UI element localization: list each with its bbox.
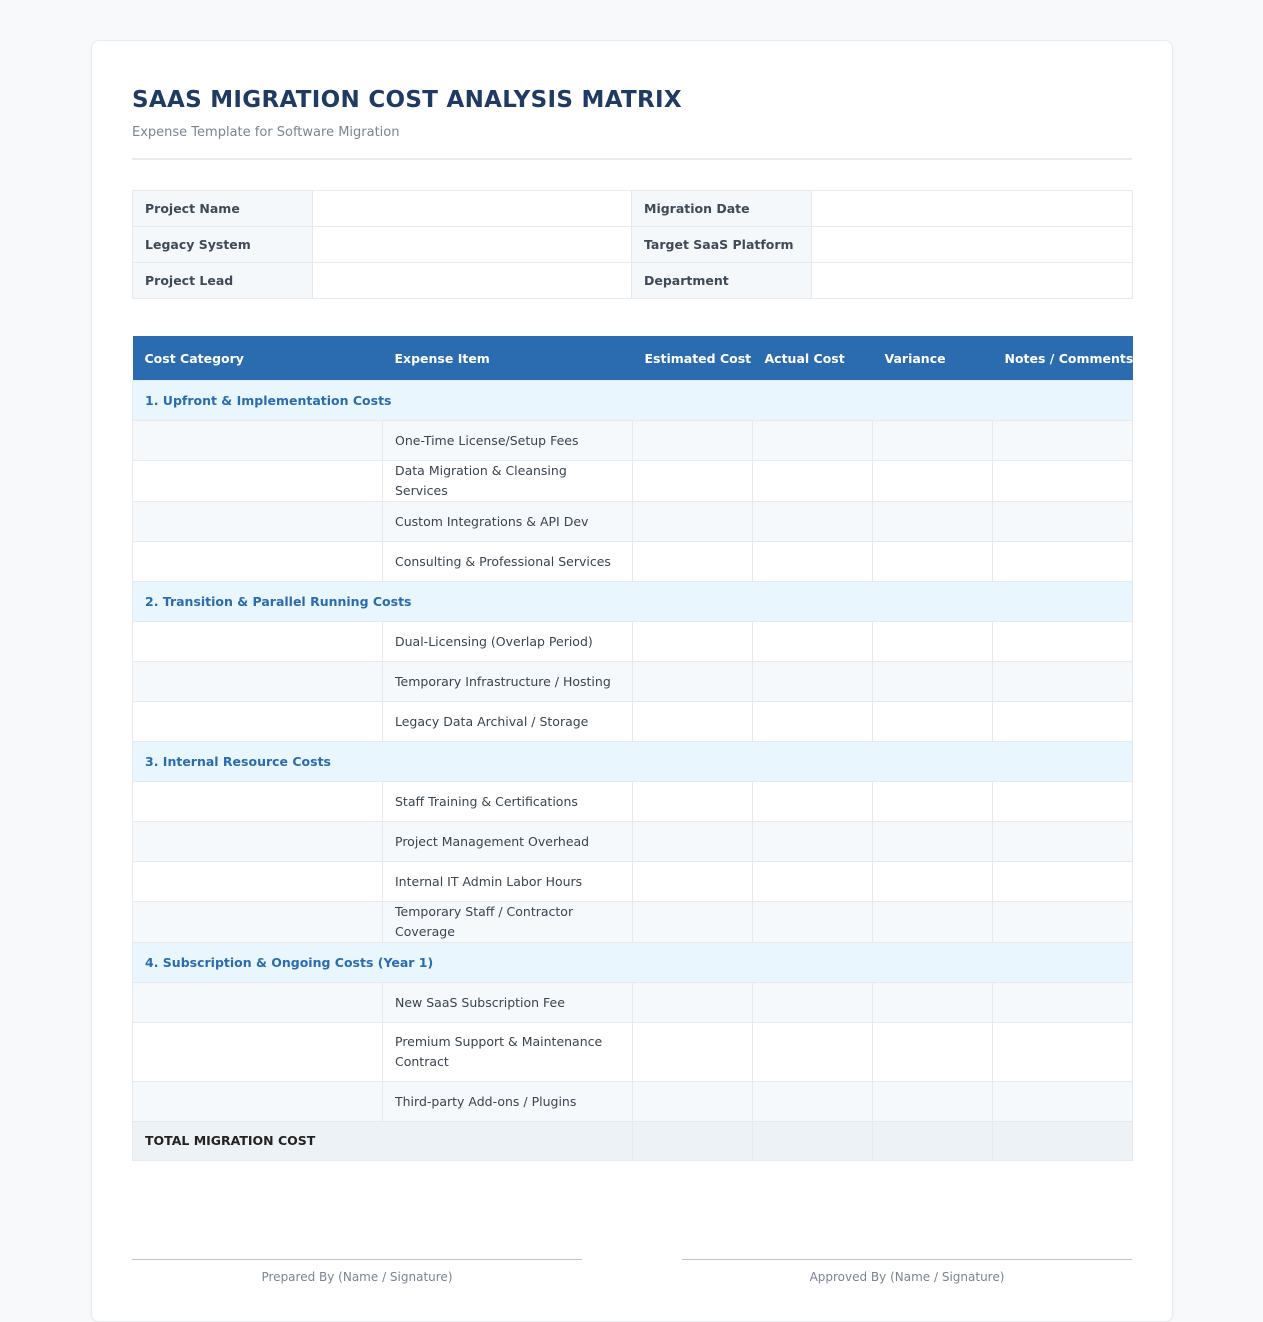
total-variance-cell[interactable] <box>873 1122 993 1161</box>
section-title: 3. Internal Resource Costs <box>133 742 1133 782</box>
estimated-cost-cell[interactable] <box>633 902 753 943</box>
notes-cell[interactable] <box>993 822 1133 862</box>
project-lead-field[interactable] <box>313 263 632 299</box>
expense-item-cell: Dual-Licensing (Overlap Period) <box>383 622 633 662</box>
actual-cost-cell[interactable] <box>753 902 873 943</box>
column-header-estimated-cost: Estimated Cost <box>633 336 753 381</box>
actual-cost-cell[interactable] <box>753 542 873 582</box>
approved-by-signature: Approved By (Name / Signature) <box>682 1259 1132 1284</box>
variance-cell[interactable] <box>873 902 993 943</box>
notes-cell[interactable] <box>993 421 1133 461</box>
variance-cell[interactable] <box>873 782 993 822</box>
total-actual-cell[interactable] <box>753 1122 873 1161</box>
section-title: 1. Upfront & Implementation Costs <box>133 381 1133 421</box>
section-row <box>133 943 1133 983</box>
variance-cell[interactable] <box>873 1023 993 1082</box>
expense-item-cell: Internal IT Admin Labor Hours <box>383 862 633 902</box>
variance-cell[interactable] <box>873 461 993 502</box>
estimated-cost-cell[interactable] <box>633 542 753 582</box>
project-info-row <box>133 227 1133 263</box>
total-label: TOTAL MIGRATION COST <box>133 1122 633 1161</box>
notes-cell[interactable] <box>993 461 1133 502</box>
notes-cell[interactable] <box>993 502 1133 542</box>
target-platform-field[interactable] <box>812 227 1133 263</box>
cost-category-cell[interactable] <box>133 902 383 943</box>
expense-item-cell: Legacy Data Archival / Storage <box>383 702 633 742</box>
department-field[interactable] <box>812 263 1133 299</box>
department-label: Department <box>632 263 812 299</box>
estimated-cost-cell[interactable] <box>633 1023 753 1082</box>
actual-cost-cell[interactable] <box>753 662 873 702</box>
actual-cost-cell[interactable] <box>753 502 873 542</box>
cost-category-cell[interactable] <box>133 983 383 1023</box>
actual-cost-cell[interactable] <box>753 702 873 742</box>
notes-cell[interactable] <box>993 983 1133 1023</box>
table-row <box>133 542 1133 582</box>
cost-category-cell[interactable] <box>133 862 383 902</box>
project-info-row <box>133 191 1133 227</box>
expense-item-cell: Third-party Add-ons / Plugins <box>383 1082 633 1122</box>
cost-category-cell[interactable] <box>133 461 383 502</box>
total-estimated-cell[interactable] <box>633 1122 753 1161</box>
estimated-cost-cell[interactable] <box>633 622 753 662</box>
expense-item-cell: New SaaS Subscription Fee <box>383 983 633 1023</box>
project-info-table <box>132 190 1133 299</box>
variance-cell[interactable] <box>873 542 993 582</box>
notes-cell[interactable] <box>993 702 1133 742</box>
actual-cost-cell[interactable] <box>753 983 873 1023</box>
table-row <box>133 622 1133 662</box>
table-row <box>133 502 1133 542</box>
project-name-label: Project Name <box>133 191 313 227</box>
page-subtitle: Expense Template for Software Migration <box>132 125 400 140</box>
expense-item-cell: Custom Integrations & API Dev <box>383 502 633 542</box>
actual-cost-cell[interactable] <box>753 421 873 461</box>
notes-cell[interactable] <box>993 662 1133 702</box>
estimated-cost-cell[interactable] <box>633 983 753 1023</box>
total-notes-cell[interactable] <box>993 1122 1133 1161</box>
table-row <box>133 421 1133 461</box>
cost-category-cell[interactable] <box>133 502 383 542</box>
actual-cost-cell[interactable] <box>753 782 873 822</box>
actual-cost-cell[interactable] <box>753 1082 873 1122</box>
table-row <box>133 461 1133 502</box>
prepared-by-signature: Prepared By (Name / Signature) <box>132 1259 582 1284</box>
cost-category-cell[interactable] <box>133 822 383 862</box>
notes-cell[interactable] <box>993 1082 1133 1122</box>
table-row <box>133 782 1133 822</box>
variance-cell[interactable] <box>873 822 993 862</box>
estimated-cost-cell[interactable] <box>633 461 753 502</box>
target-platform-label: Target SaaS Platform <box>632 227 812 263</box>
expense-item-cell: Consulting & Professional Services <box>383 542 633 582</box>
variance-cell[interactable] <box>873 662 993 702</box>
estimated-cost-cell[interactable] <box>633 421 753 461</box>
cost-category-cell[interactable] <box>133 702 383 742</box>
notes-cell[interactable] <box>993 542 1133 582</box>
notes-cell[interactable] <box>993 782 1133 822</box>
estimated-cost-cell[interactable] <box>633 662 753 702</box>
cost-category-cell[interactable] <box>133 1082 383 1122</box>
section-row <box>133 742 1133 782</box>
table-row <box>133 862 1133 902</box>
table-row <box>133 1023 1133 1082</box>
variance-cell[interactable] <box>873 983 993 1023</box>
notes-cell[interactable] <box>993 902 1133 943</box>
estimated-cost-cell[interactable] <box>633 862 753 902</box>
expense-item-cell: Temporary Staff / Contractor Coverage <box>383 902 633 943</box>
document-card <box>91 40 1173 1322</box>
expense-item-cell: Temporary Infrastructure / Hosting <box>383 662 633 702</box>
estimated-cost-cell[interactable] <box>633 822 753 862</box>
actual-cost-cell[interactable] <box>753 622 873 662</box>
project-lead-label: Project Lead <box>133 263 313 299</box>
section-row <box>133 582 1133 622</box>
migration-date-field[interactable] <box>812 191 1133 227</box>
table-row <box>133 822 1133 862</box>
cost-category-cell[interactable] <box>133 662 383 702</box>
estimated-cost-cell[interactable] <box>633 502 753 542</box>
column-header-notes: Notes / Comments <box>993 336 1133 381</box>
legacy-system-field[interactable] <box>313 227 632 263</box>
expense-item-cell: Staff Training & Certifications <box>383 782 633 822</box>
actual-cost-cell[interactable] <box>753 1023 873 1082</box>
actual-cost-cell[interactable] <box>753 862 873 902</box>
project-info-row <box>133 263 1133 299</box>
actual-cost-cell[interactable] <box>753 822 873 862</box>
notes-cell[interactable] <box>993 862 1133 902</box>
project-name-field[interactable] <box>313 191 632 227</box>
total-row <box>133 1122 1133 1161</box>
section-title: 4. Subscription & Ongoing Costs (Year 1) <box>133 943 1133 983</box>
cost-category-cell[interactable] <box>133 782 383 822</box>
variance-cell[interactable] <box>873 702 993 742</box>
table-row <box>133 902 1133 943</box>
cost-category-cell[interactable] <box>133 542 383 582</box>
column-header-variance: Variance <box>873 336 993 381</box>
estimated-cost-cell[interactable] <box>633 1082 753 1122</box>
variance-cell[interactable] <box>873 1082 993 1122</box>
column-header-actual-cost: Actual Cost <box>753 336 873 381</box>
table-row <box>133 1082 1133 1122</box>
notes-cell[interactable] <box>993 1023 1133 1082</box>
variance-cell[interactable] <box>873 502 993 542</box>
legacy-system-label: Legacy System <box>133 227 313 263</box>
estimated-cost-cell[interactable] <box>633 782 753 822</box>
table-row <box>133 662 1133 702</box>
cost-matrix-table <box>132 336 1133 1161</box>
matrix-header-row <box>133 336 1133 381</box>
column-header-expense-item: Expense Item <box>383 336 633 381</box>
header-divider <box>132 158 1132 160</box>
variance-cell[interactable] <box>873 421 993 461</box>
notes-cell[interactable] <box>993 622 1133 662</box>
expense-item-cell: Data Migration & Cleansing Services <box>383 461 633 502</box>
column-header-cost-category: Cost Category <box>133 336 383 381</box>
cost-category-cell[interactable] <box>133 421 383 461</box>
variance-cell[interactable] <box>873 862 993 902</box>
migration-date-label: Migration Date <box>632 191 812 227</box>
cost-category-cell[interactable] <box>133 622 383 662</box>
expense-item-cell: One-Time License/Setup Fees <box>383 421 633 461</box>
section-title: 2. Transition & Parallel Running Costs <box>133 582 1133 622</box>
variance-cell[interactable] <box>873 622 993 662</box>
actual-cost-cell[interactable] <box>753 461 873 502</box>
expense-item-cell: Project Management Overhead <box>383 822 633 862</box>
table-row <box>133 702 1133 742</box>
estimated-cost-cell[interactable] <box>633 702 753 742</box>
page-title: SAAS MIGRATION COST ANALYSIS MATRIX <box>132 87 682 113</box>
expense-item-cell: Premium Support & Maintenance Contract <box>383 1023 633 1082</box>
cost-category-cell[interactable] <box>133 1023 383 1082</box>
table-row <box>133 983 1133 1023</box>
section-row <box>133 381 1133 421</box>
